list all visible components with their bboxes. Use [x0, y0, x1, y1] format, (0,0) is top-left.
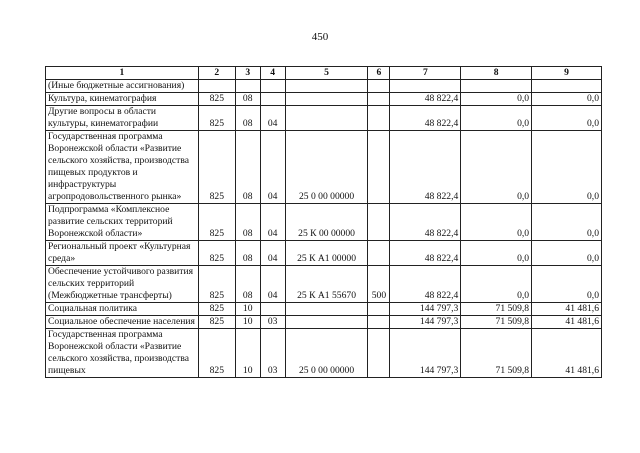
column-header: 1 [46, 67, 199, 80]
budget-table [45, 66, 602, 378]
table-row [46, 131, 602, 204]
table-cell: 04 [260, 131, 285, 204]
table-row [46, 303, 602, 316]
table-cell [532, 80, 602, 93]
row-label: Другие вопросы в области культуры, кинематографии [46, 106, 199, 131]
table-cell: 41 481,6 [532, 329, 602, 378]
table-row [46, 93, 602, 106]
table-cell: 03 [260, 329, 285, 378]
table-cell: 144 797,3 [390, 316, 461, 329]
table-cell: 08 [235, 93, 260, 106]
column-header: 4 [260, 67, 285, 80]
table-cell: 500 [368, 266, 390, 303]
table-cell: 825 [198, 106, 235, 131]
table-cell: 08 [235, 266, 260, 303]
table-cell: 825 [198, 241, 235, 266]
table-cell: 04 [260, 204, 285, 241]
table-row [46, 329, 602, 378]
table-cell: 25 К 00 00000 [285, 204, 368, 241]
table-row [46, 204, 602, 241]
table-row [46, 266, 602, 303]
table-cell: 04 [260, 106, 285, 131]
table-cell: 71 509,8 [461, 329, 532, 378]
table-cell: 04 [260, 241, 285, 266]
table-cell: 48 822,4 [390, 106, 461, 131]
table-cell: 48 822,4 [390, 93, 461, 106]
column-header: 9 [532, 67, 602, 80]
table-cell: 825 [198, 204, 235, 241]
table-cell: 144 797,3 [390, 329, 461, 378]
table-cell [368, 80, 390, 93]
table-cell: 08 [235, 204, 260, 241]
table-cell: 04 [260, 266, 285, 303]
table-cell: 71 509,8 [461, 303, 532, 316]
table-cell [285, 316, 368, 329]
table-cell [285, 106, 368, 131]
table-cell: 10 [235, 316, 260, 329]
column-header: 2 [198, 67, 235, 80]
table-cell [260, 80, 285, 93]
table-cell [368, 329, 390, 378]
table-cell: 825 [198, 329, 235, 378]
table-cell [368, 241, 390, 266]
table-cell: 0,0 [461, 204, 532, 241]
table-row [46, 80, 602, 93]
row-label: Региональный проект «Культурная среда» [46, 241, 199, 266]
table-cell: 25 К А1 00000 [285, 241, 368, 266]
table-cell [390, 80, 461, 93]
table-cell: 0,0 [532, 241, 602, 266]
table-cell: 08 [235, 241, 260, 266]
table-cell: 825 [198, 131, 235, 204]
table-body [46, 80, 602, 378]
row-label: Подпрограмма «Комплексное развитие сельских территорий Воронежской области» [46, 204, 199, 241]
table-cell: 03 [260, 316, 285, 329]
table-cell [368, 131, 390, 204]
table-cell [461, 80, 532, 93]
table-row [46, 316, 602, 329]
table-cell [368, 316, 390, 329]
row-label: Социальное обеспечение населения [46, 316, 199, 329]
table-cell: 08 [235, 106, 260, 131]
table-cell: 48 822,4 [390, 204, 461, 241]
table-cell [285, 303, 368, 316]
table-cell: 144 797,3 [390, 303, 461, 316]
table-cell: 48 822,4 [390, 131, 461, 204]
table-cell: 41 481,6 [532, 316, 602, 329]
table-cell [368, 204, 390, 241]
table-cell: 10 [235, 329, 260, 378]
table-cell: 0,0 [461, 266, 532, 303]
table-cell: 25 К А1 55670 [285, 266, 368, 303]
table-cell: 48 822,4 [390, 266, 461, 303]
table-cell: 0,0 [532, 93, 602, 106]
table-cell: 0,0 [532, 204, 602, 241]
table-header-row [46, 67, 602, 80]
column-header: 6 [368, 67, 390, 80]
table-row [46, 106, 602, 131]
table-cell [260, 93, 285, 106]
table-cell [368, 106, 390, 131]
row-label: (Иные бюджетные ассигнования) [46, 80, 199, 93]
table-cell: 0,0 [532, 106, 602, 131]
table-cell: 25 0 00 00000 [285, 131, 368, 204]
column-header: 8 [461, 67, 532, 80]
row-label: Государственная программа Воронежской области «Развитие сельского хозяйства, производства пищевых [46, 329, 199, 378]
page-number: 450 [311, 31, 329, 43]
column-header: 3 [235, 67, 260, 80]
row-label: Культура, кинематография [46, 93, 199, 106]
table-cell: 0,0 [532, 131, 602, 204]
table-cell: 08 [235, 131, 260, 204]
row-label: Социальная политика [46, 303, 199, 316]
table-cell: 0,0 [461, 93, 532, 106]
table-cell: 0,0 [461, 131, 532, 204]
column-header: 5 [285, 67, 368, 80]
table-cell: 0,0 [461, 241, 532, 266]
row-label: Государственная программа Воронежской области «Развитие сельского хозяйства, производства пищевых продуктов и инфраструктуры агропродовольственного рынка» [46, 131, 199, 204]
row-label: Обеспечение устойчивого развития сельских территорий (Межбюджетные трансферты) [46, 266, 199, 303]
table-cell [368, 303, 390, 316]
table-cell: 71 509,8 [461, 316, 532, 329]
table-cell: 25 0 00 00000 [285, 329, 368, 378]
table-row [46, 241, 602, 266]
table-cell: 825 [198, 303, 235, 316]
table-cell: 41 481,6 [532, 303, 602, 316]
table-cell [285, 80, 368, 93]
table-cell: 825 [198, 93, 235, 106]
table-cell [285, 93, 368, 106]
table-cell: 0,0 [461, 106, 532, 131]
table-cell [198, 80, 235, 93]
table-cell [235, 80, 260, 93]
table-cell [368, 93, 390, 106]
column-header: 7 [390, 67, 461, 80]
table-cell [260, 303, 285, 316]
table-cell: 0,0 [532, 266, 602, 303]
table-cell: 48 822,4 [390, 241, 461, 266]
table-cell: 825 [198, 316, 235, 329]
table-cell: 825 [198, 266, 235, 303]
table-cell: 10 [235, 303, 260, 316]
